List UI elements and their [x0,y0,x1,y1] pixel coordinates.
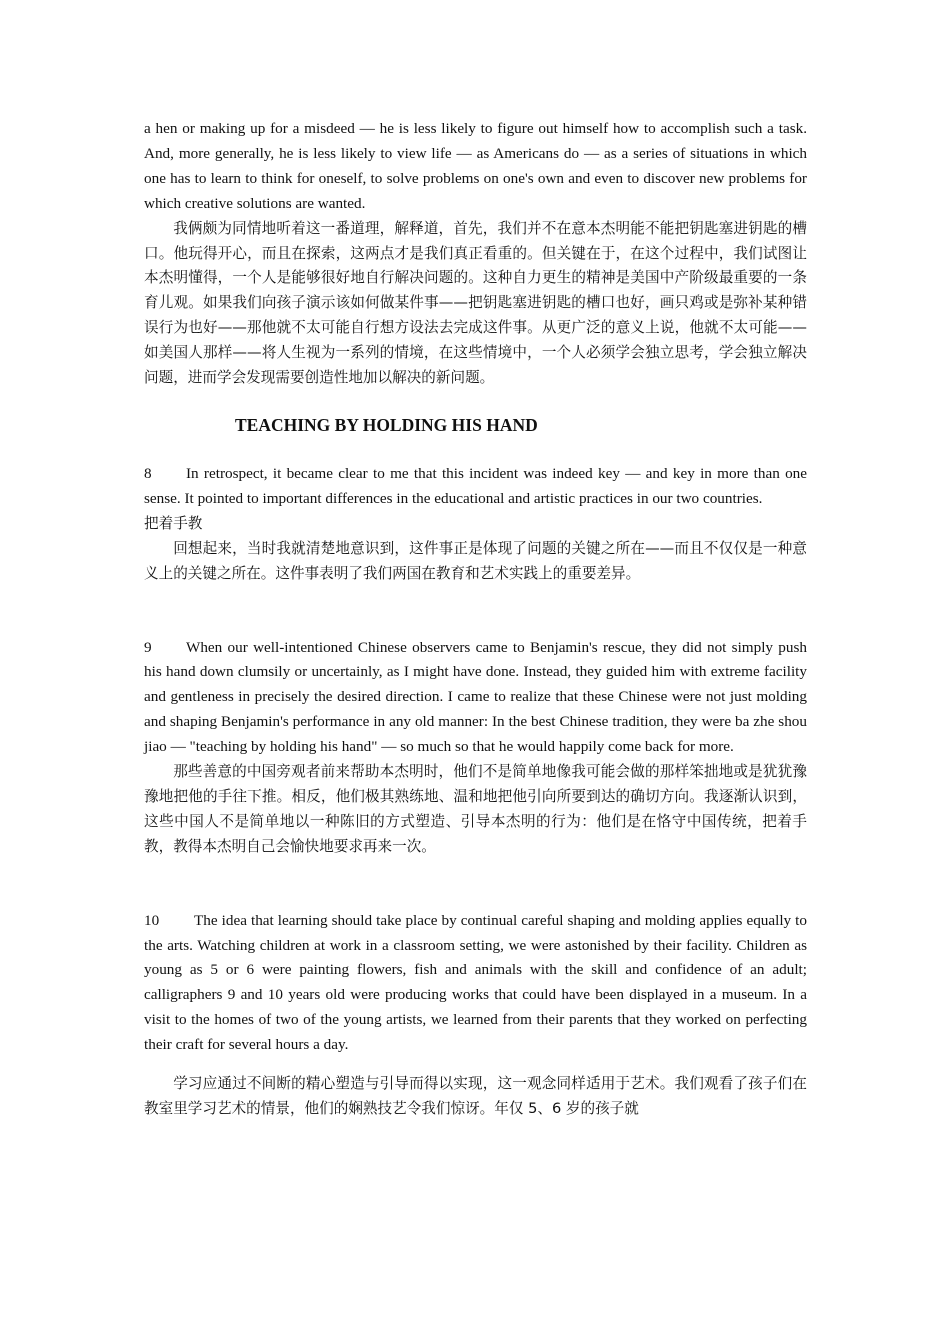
paragraph-9-english-text: When our well-intentioned Chinese observers came to Benjamin's rescue, they did not simply push his hand down clumsily or uncertainly, as I might have done. Instead, they guided him with extreme facility and gentleness in precisely the desired direction. I came to realize that these Chinese were not just molding and shaping Benjamin's performance in any old manner: In the best Chinese tradition, they were ba zhe shou jiao — "teaching by holding his hand" — so much so that he would happily come back for more. [144,638,807,756]
paragraph-10-english [144,909,807,1058]
paragraph-10-chinese: 学习应通过不间断的精心塑造与引导而得以实现，这一观念同样适用于艺术。我们观看了孩子们在教室里学习艺术的情景，他们的娴熟技艺令我们惊讶。年仅 5、6 岁的孩子就 [144,1075,807,1117]
paragraph-8-english-text: In retrospect, it became clear to me that this incident was indeed key — and key in more than one sense. It pointed to important differences in the educational and artistic practices in our two countries. [144,464,807,507]
paragraph-number: 10 [144,911,160,929]
section-heading: TEACHING BY HOLDING HIS HAND [235,414,538,435]
paragraph-9-chinese: 那些善意的中国旁观者前来帮助本杰明时，他们不是简单地像我可能会做的那样笨拙地或是犹犹豫豫地把他的手往下推。相反，他们极其熟练地、温和地把他引向所要到达的确切方向。我逐渐认识到，这些中国人不是简单地以一种陈旧的方式塑造、引导本杰明的行为：他们是在恪守中国传统，把着手教，教得本杰明自己会愉快地要求再来一次。 [144,763,807,855]
paragraph-chinese-continued: 我俩颇为同情地听着这一番道理，解释道，首先，我们并不在意本杰明能不能把钥匙塞进钥匙的槽口。他玩得开心，而且在探索，这两点才是我们真正看重的。但关键在于，在这个过程中，我们试图让本杰明懂得，一个人是能够很好地自行解决问题的。这种自力更生的精神是美国中产阶级最重要的一条育儿观。如果我们向孩子演示该如何做某件事——把钥匙塞进钥匙的槽口也好，画只鸡或是弥补某种错误行为也好——那他就不太可能自行想方设法去完成这件事。从更广泛的意义上说，他就不太可能——如美国人那样——将人生视为一系列的情境，在这些情境中，一个人必须学会独立思考，学会独立解决问题，进而学会发现需要创造性地加以解决的新问题。 [144,219,807,387]
paragraph-9-english [144,636,807,761]
paragraph-8-chinese: 回想起来，当时我就清楚地意识到，这件事正是体现了问题的关键之所在——而且不仅仅是一种意义上的关键之所在。这件事表明了我们两国在教育和艺术实践上的重要差异。 [144,539,807,582]
paragraph-number: 8 [144,464,152,482]
paragraph-8-english [144,462,807,512]
paragraph-english-continued: a hen or making up for a misdeed — he is less likely to figure out himself how to accomplish such a task. And, more generally, he is less likely to view life — as Americans do — as a series of situations in which one has to learn to think for oneself, to solve problems on one's own and even to discover new problems for which creative solutions are wanted. [144,120,807,212]
section-heading-chinese: 把着手教 [144,514,203,532]
paragraph-number: 9 [144,638,152,656]
paragraph-10-english-text: The idea that learning should take place by continual careful shaping and molding applies equally to the arts. Watching children at work in a classroom setting, we were astonished by their facility. Children as young as 5 or 6 were painting flowers, fish and animals with the skill and confidence of an adult; calligraphers 9 and 10 years old were producing works that could have been displayed in a museum. In a visit to the homes of two of the young artists, we learned from their parents that they worked on perfecting their craft for several hours a day. [144,911,807,1054]
document-page [144,117,807,1122]
